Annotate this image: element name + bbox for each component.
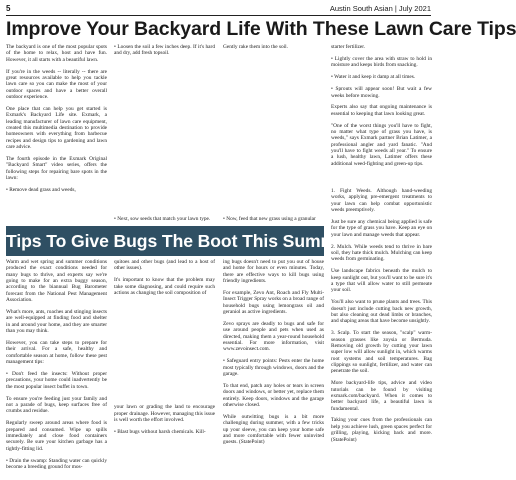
article-paragraph: • Now, feed that new grass using a granular [223, 216, 316, 222]
article-paragraph: • Sprouts will appear soon! But wait a few weeks before mowing. [331, 86, 432, 99]
bugs-paragraph: What's more, ants, roaches and stinging insects are well-equipped at finding food and shelter in and around your home, and they are smarter than you may think. [6, 309, 107, 335]
page-number: 5 [6, 4, 11, 13]
page-header [6, 3, 431, 16]
article-paragraph: • Loosen the soil a few inches deep. If it's hard and dry, add fresh topsoil. [114, 44, 215, 57]
bugs-column-2 [114, 259, 215, 441]
bugs-paragraph: • Drain the swamp: Standing water can quickly become a breeding ground for mos- [6, 457, 107, 470]
bugs-paragraph: It's important to know that the problem may take some diagnosing, and could require such actions as changing the soil composition of [114, 277, 215, 296]
bugs-paragraph: Zevo sprays are deadly to bugs and safe for use around people and pets when used as directed, making them a year-round household essential. For more information, visit www.zevoinsect.com. [223, 320, 324, 353]
publication-line: Austin South Asian | July 2021 [329, 4, 431, 13]
bugs-paragraph: For example, Zevo Ant, Roach and Fly Multi-Insect Trigger Spray works on a broad range of household bugs using lemongrass oil and geraniol as active ingredients. [223, 289, 324, 315]
tips-paragraph: Just be sure any chemical being applied is safe for the type of grass you have. Keep an eye on your lawn and manage weeds that appear. [331, 218, 432, 238]
section-headline-banner: Tips To Give Bugs The Boot This Summer [6, 226, 324, 256]
bugs-paragraph: • Safeguard entry points: Pests enter the home most typically through windows, doors and the garage. [223, 358, 324, 377]
bugs-column-1 [6, 259, 107, 476]
bugs-paragraph: ing bugs doesn't need to put you out of house and home for hours or even minutes. Today, there are effective ways to kill bugs using friendly ingredients. [223, 259, 324, 285]
article-paragraph: One place that can help you get started is Exmark's Backyard Life site. Exmark, a leading manufacturer of lawn care equipment, created this multimedia destination to provide homeowners with everything from barbecue recipes and design tips to gardening and lawn care advice. [6, 105, 107, 150]
bugs-paragraph: your lawn or grading the land to encourage proper drainage. However, managing this issue is well worth the effort involved. [114, 404, 215, 423]
article-paragraph: • Next, sow seeds that match your lawn type. [114, 216, 211, 222]
article-paragraph: "One of the worst things you'll have to fight, no matter what type of grass you have, is weeds," says Exmark partner Brian Latimer, a professional angler and yard fanatic. "And you'll have to fight weeds all year." To ensure a lush, healthy lawn, Latimer offers these additional weed-fighting and green-up tips. [331, 122, 432, 167]
bugs-paragraph: To that end, patch any holes or tears in screen doors and windows, or better yet, replace them entirely. Keep doors, windows and the garage otherwise closed. [223, 382, 324, 408]
article-paragraph: If you're in the weeds -- literally -- there are great resources available to help you tackle lawn care so you can make the most of your outdoor spaces and have a better overall outdoor experience. [6, 68, 107, 100]
bugs-paragraph: Regularly sweep around areas where food is prepared and consumed. Wipe up spills immediately and close food containers securely. Be sure your kitchen garbage has a tightly-fitting lid. [6, 420, 107, 452]
bugs-paragraph: However, you can take steps to prepare for their arrival. For a safe, healthy and comfortable season at home, follow these pest management tips: [6, 339, 107, 365]
article-column-4 [331, 44, 432, 173]
bugs-paragraph: • Don't feed the insects: Without proper precautions, your home could inadvertently be the most popular insect buffet in town. [6, 370, 107, 390]
bugs-column-3 [223, 259, 324, 451]
tips-paragraph: Taking your cues from the professionals can help you achieve lush, green spaces perfect for grilling, playing, kicking back and more. (StatePoint) [331, 417, 432, 443]
tips-paragraph: 2. Mulch. While weeds tend to thrive in bare soil, they hate thick mulch. Mulching can keep weeds from germinating. [331, 243, 432, 263]
article-paragraph: • Lightly cover the area with straw to hold in moisture and keeps birds from snacking. [331, 55, 432, 69]
tips-paragraph: You'll also want to prune plants and trees. This doesn't just include cutting back new growth, but also cleaning out dead limbs or branches, and shaping areas that have become unsightly. [331, 299, 432, 325]
tips-column-4 [331, 188, 432, 448]
bugs-paragraph: While outwitting bugs is a bit more challenging during summer, with a few tricks up your sleeve, you can keep your home safe and more comfortable with fewer uninvited guests. (StatePoint) [223, 413, 324, 446]
article-paragraph: Experts also say that ongoing maintenance is essential to keeping that lawn looking great. [331, 104, 432, 117]
bugs-paragraph: Warm and wet spring and summer conditions produced the exact conditions needed for many bugs to thrive, and experts say we're going to make for an extra buggy season, according to the biannual Bug Barometer forecast from the National Pest Management Association. [6, 259, 107, 304]
article-paragraph: • Remove dead grass and weeds, [6, 186, 76, 193]
article-paragraph: starter fertilizer. [331, 44, 366, 50]
article-paragraph: The fourth episode in the Exmark Original "Backyard Smart" video series, offers the following steps for repairing bare spots in the lawn: [6, 155, 107, 181]
article-paragraph: • Water it and keep it damp at all times. [331, 74, 416, 81]
main-headline: Improve Your Backyard Life With These Lawn Care Tips [6, 18, 516, 40]
article-column-3 [223, 44, 324, 56]
bugs-paragraph: To ensure you're feeding just your family and not a parade of bugs, keep surfaces free of crumbs and residue. [6, 395, 107, 415]
tips-paragraph: Use landscape fabrics beneath the mulch to keep sunlight out, but you'll want to be sure it's a type that will allow water to still permeate your soil. [331, 268, 432, 294]
tips-paragraph: 1. Fight Weeds. Although hand-weeding works, applying pre-emergent treatments to your lawn can help combat opportunistic weeds preemptively. [331, 188, 432, 214]
article-paragraph: Gently rake them into the soil. [223, 44, 289, 50]
bugs-paragraph: • Blast bugs without harsh chemicals. Kill- [114, 428, 206, 435]
tips-paragraph: 3. Scalp. To start the season, "scalp" warm-season grasses like zoysia or Bermuda. Removing old growth by cutting your lawn super low will allow sunlight in, which warms root systems and soil temperatures. Bag clippings so sunlight, fertilizer, and water can penetrate the soil. [331, 330, 432, 375]
article-column-2 [114, 44, 215, 62]
article-column-1 [6, 44, 107, 199]
tips-paragraph: More backyard-life tips, advice and video tutorials can be found by visiting exmark.com/backyard. When it comes to better backyard life, a beautiful lawn is fundamental. [331, 380, 432, 412]
article-paragraph: The backyard is one of the most popular spots of the home to relax, host and have fun. However, it all starts with a beautiful lawn. [6, 44, 107, 63]
bugs-paragraph: quitoes and other bugs (and lead to a host of other issues). [114, 259, 215, 272]
